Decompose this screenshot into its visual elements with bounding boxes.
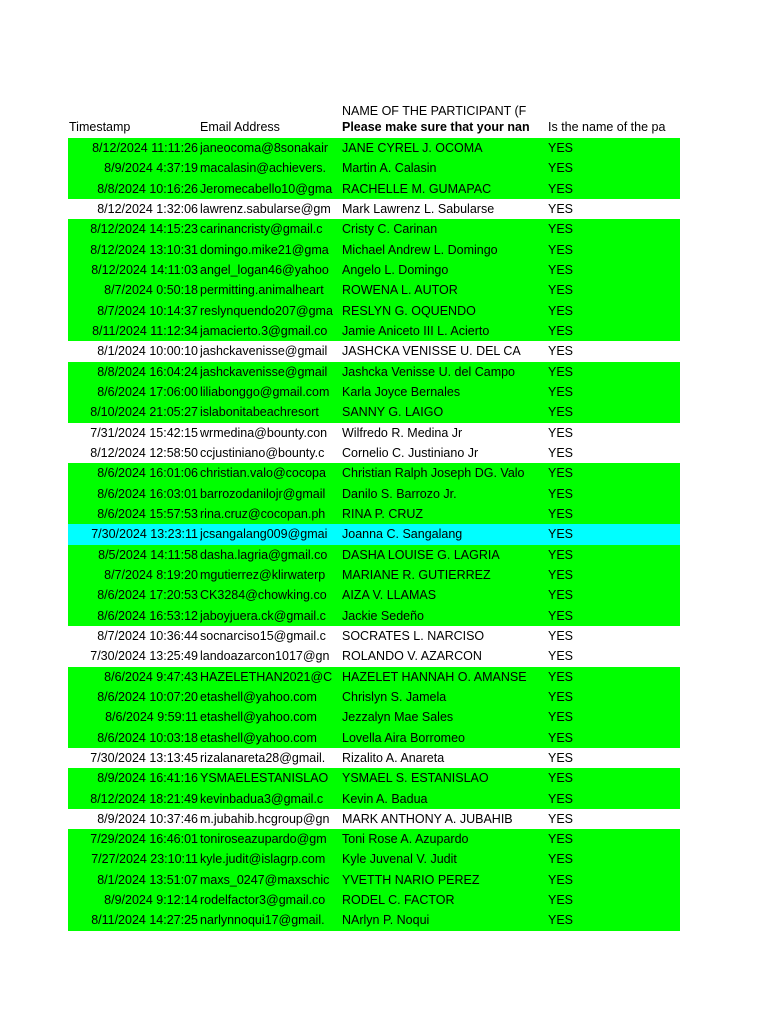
table-row bbox=[68, 321, 680, 341]
email-cell[interactable]: jashckavenisse@gmail bbox=[200, 344, 328, 359]
table-row bbox=[68, 524, 680, 544]
name-cell[interactable]: Karla Joyce Bernales bbox=[342, 384, 461, 399]
participant-table bbox=[68, 138, 680, 931]
timestamp-cell[interactable]: 8/11/2024 14:27:25 bbox=[91, 913, 198, 928]
timestamp-cell[interactable]: 8/12/2024 11:11:26 bbox=[92, 141, 198, 155]
timestamp-cell[interactable]: 8/9/2024 10:37:46 bbox=[97, 811, 198, 826]
email-cell[interactable]: ccjustiniano@bounty.c bbox=[200, 445, 325, 460]
confirm-cell[interactable]: YES bbox=[548, 913, 574, 928]
name-cell[interactable]: SOCRATES L. NARCISO bbox=[342, 628, 485, 643]
table-row bbox=[68, 789, 680, 809]
confirm-cell[interactable]: YES bbox=[548, 852, 574, 867]
table-row bbox=[68, 423, 680, 443]
timestamp-cell[interactable]: 8/7/2024 10:14:37 bbox=[97, 303, 198, 318]
table-row bbox=[68, 565, 680, 585]
confirm-cell[interactable]: YES bbox=[548, 486, 574, 501]
timestamp-cell[interactable]: 8/7/2024 10:36:44 bbox=[97, 628, 198, 643]
timestamp-cell[interactable]: 8/5/2024 14:11:58 bbox=[98, 547, 198, 562]
email-cell[interactable]: etashell@yahoo.com bbox=[200, 710, 317, 725]
timestamp-cell[interactable]: 8/6/2024 15:57:53 bbox=[97, 506, 198, 521]
email-cell[interactable]: CK3284@chowking.co bbox=[200, 588, 327, 603]
timestamp-cell[interactable]: 8/8/2024 16:04:24 bbox=[97, 364, 198, 379]
timestamp-cell[interactable]: 8/9/2024 16:41:16 bbox=[97, 771, 198, 786]
confirm-cell[interactable]: YES bbox=[548, 425, 574, 440]
confirm-cell[interactable]: YES bbox=[548, 222, 574, 237]
table-row bbox=[68, 748, 680, 768]
header-name-line1: NAME OF THE PARTICIPANT (F bbox=[342, 104, 527, 118]
email-cell[interactable]: maxs_0247@maxschic bbox=[200, 872, 330, 887]
email-cell[interactable]: kevinbadua3@gmail.c bbox=[200, 791, 324, 806]
confirm-cell[interactable]: YES bbox=[548, 791, 574, 806]
timestamp-cell[interactable]: 8/9/2024 4:37:19 bbox=[104, 161, 198, 176]
email-cell[interactable]: landoazarcon1017@gn bbox=[200, 649, 330, 664]
confirm-cell[interactable]: YES bbox=[548, 323, 574, 338]
name-cell[interactable]: Jezzalyn Mae Sales bbox=[342, 710, 454, 725]
timestamp-cell[interactable]: 7/30/2024 13:23:11 bbox=[91, 527, 198, 542]
timestamp-cell[interactable]: 8/6/2024 17:20:53 bbox=[97, 588, 198, 603]
table-row bbox=[68, 606, 680, 626]
timestamp-cell[interactable]: 8/6/2024 9:47:43 bbox=[104, 669, 198, 684]
confirm-cell[interactable]: YES bbox=[548, 303, 574, 318]
email-cell[interactable]: christian.valo@cocopa bbox=[200, 466, 326, 481]
confirm-cell[interactable]: YES bbox=[548, 649, 574, 664]
table-row bbox=[68, 870, 680, 890]
email-cell[interactable]: jashckavenisse@gmail bbox=[200, 364, 328, 379]
name-cell[interactable]: Jamie Aniceto III L. Acierto bbox=[342, 323, 490, 338]
confirm-cell[interactable]: YES bbox=[548, 588, 574, 603]
timestamp-cell[interactable]: 8/6/2024 10:03:18 bbox=[97, 730, 198, 745]
table-row bbox=[68, 829, 680, 849]
timestamp-cell[interactable]: 8/8/2024 10:16:26 bbox=[97, 181, 198, 196]
confirm-cell[interactable]: YES bbox=[548, 405, 574, 420]
confirm-cell[interactable]: YES bbox=[548, 344, 574, 359]
table-row bbox=[68, 687, 680, 707]
table-row bbox=[68, 463, 680, 483]
timestamp-cell[interactable]: 8/6/2024 16:53:12 bbox=[97, 608, 198, 623]
confirm-cell[interactable]: YES bbox=[548, 161, 574, 176]
confirm-cell[interactable]: YES bbox=[548, 262, 574, 277]
confirm-cell[interactable]: YES bbox=[548, 893, 574, 908]
timestamp-cell[interactable]: 8/6/2024 10:07:20 bbox=[97, 689, 198, 704]
name-cell[interactable]: JASHCKA VENISSE U. DEL CA bbox=[342, 344, 521, 359]
name-cell[interactable]: Angelo L. Domingo bbox=[342, 262, 449, 277]
email-cell[interactable]: lawrenz.sabularse@gm bbox=[200, 201, 331, 216]
table-row bbox=[68, 809, 680, 829]
name-cell[interactable]: SANNY G. LAIGO bbox=[342, 405, 444, 420]
email-cell[interactable]: barrozodanilojr@gmail bbox=[200, 486, 326, 501]
confirm-cell[interactable]: YES bbox=[548, 506, 574, 521]
email-cell[interactable]: dasha.lagria@gmail.co bbox=[200, 547, 328, 562]
timestamp-cell[interactable]: 8/6/2024 16:03:01 bbox=[97, 486, 198, 501]
table-row bbox=[68, 626, 680, 646]
timestamp-cell[interactable]: 8/6/2024 9:59:11 bbox=[105, 710, 198, 725]
table-row bbox=[68, 768, 680, 788]
email-cell[interactable]: rodelfactor3@gmail.co bbox=[200, 893, 326, 908]
timestamp-cell[interactable]: 8/6/2024 17:06:00 bbox=[97, 384, 198, 399]
name-cell[interactable]: DASHA LOUISE G. LAGRIA bbox=[342, 547, 500, 562]
table-row bbox=[68, 443, 680, 463]
table-row bbox=[68, 504, 680, 524]
confirm-cell[interactable]: YES bbox=[548, 689, 574, 704]
email-cell[interactable]: HAZELETHAN2021@C bbox=[200, 669, 333, 684]
name-cell[interactable]: Cornelio C. Justiniano Jr bbox=[342, 445, 479, 460]
table-row bbox=[68, 138, 680, 158]
confirm-cell[interactable]: YES bbox=[548, 771, 574, 786]
email-cell[interactable]: etashell@yahoo.com bbox=[200, 689, 317, 704]
timestamp-cell[interactable]: 8/12/2024 12:58:50 bbox=[90, 445, 198, 460]
timestamp-cell[interactable]: 8/11/2024 11:12:34 bbox=[92, 323, 198, 338]
name-cell[interactable]: Kyle Juvenal V. Judit bbox=[342, 852, 457, 867]
email-cell[interactable]: reslynquendo207@gma bbox=[200, 303, 333, 318]
timestamp-cell[interactable]: 8/9/2024 9:12:14 bbox=[104, 893, 198, 908]
timestamp-cell[interactable]: 8/12/2024 18:21:49 bbox=[90, 791, 198, 806]
timestamp-cell[interactable]: 8/12/2024 14:15:23 bbox=[90, 222, 198, 237]
name-cell[interactable]: ROLANDO V. AZARCON bbox=[342, 649, 482, 664]
timestamp-cell[interactable]: 8/1/2024 13:51:07 bbox=[97, 872, 198, 887]
name-cell[interactable]: YVETTH NARIO PEREZ bbox=[342, 872, 480, 887]
name-cell[interactable]: Christian Ralph Joseph DG. Valo bbox=[342, 466, 525, 481]
name-cell[interactable]: JANE CYREL J. OCOMA bbox=[342, 141, 483, 155]
table-row bbox=[68, 280, 680, 300]
name-cell[interactable]: Wilfredo R. Medina Jr bbox=[342, 425, 463, 440]
name-cell[interactable]: Jackie Sedeño bbox=[342, 608, 425, 623]
email-cell[interactable]: narlynnoqui17@gmail. bbox=[200, 913, 325, 928]
table-row bbox=[68, 219, 680, 239]
name-cell[interactable]: HAZELET HANNAH O. AMANSE bbox=[342, 669, 527, 684]
confirm-cell[interactable]: YES bbox=[548, 669, 574, 684]
table-row bbox=[68, 158, 680, 178]
timestamp-cell[interactable]: 8/12/2024 13:10:31 bbox=[90, 242, 198, 257]
timestamp-cell[interactable]: 7/30/2024 13:25:49 bbox=[90, 649, 198, 664]
name-cell[interactable]: Kevin A. Badua bbox=[342, 791, 428, 806]
confirm-cell[interactable]: YES bbox=[548, 445, 574, 460]
table-row bbox=[68, 382, 680, 402]
confirm-cell[interactable]: YES bbox=[548, 283, 574, 298]
name-cell[interactable]: YSMAEL S. ESTANISLAO bbox=[342, 771, 489, 786]
email-cell[interactable]: domingo.mike21@gma bbox=[200, 242, 329, 257]
table-row bbox=[68, 707, 680, 727]
name-cell[interactable]: RODEL C. FACTOR bbox=[342, 893, 455, 908]
timestamp-cell[interactable]: 8/7/2024 8:19:20 bbox=[104, 567, 198, 582]
confirm-cell[interactable]: YES bbox=[548, 201, 574, 216]
table-row bbox=[68, 849, 680, 869]
confirm-cell[interactable]: YES bbox=[548, 832, 574, 847]
confirm-cell[interactable]: YES bbox=[548, 181, 574, 196]
name-cell[interactable]: Mark Lawrenz L. Sabularse bbox=[342, 201, 495, 216]
confirm-cell[interactable]: YES bbox=[548, 710, 574, 725]
email-cell[interactable]: islabonitabeachresort bbox=[200, 405, 319, 420]
name-cell[interactable]: Joanna C. Sangalang bbox=[342, 527, 463, 542]
email-cell[interactable]: janeocoma@8sonakair bbox=[200, 141, 329, 155]
header-email: Email Address bbox=[200, 120, 280, 134]
name-cell[interactable]: Lovella Aira Borromeo bbox=[342, 730, 465, 745]
email-cell[interactable]: rina.cruz@cocopan.ph bbox=[200, 506, 326, 521]
timestamp-cell[interactable]: 8/10/2024 21:05:27 bbox=[90, 405, 198, 420]
name-cell[interactable]: RACHELLE M. GUMAPAC bbox=[342, 181, 492, 196]
email-cell[interactable]: mgutierrez@klirwaterp bbox=[200, 567, 326, 582]
table-row bbox=[68, 890, 680, 910]
timestamp-cell[interactable]: 8/7/2024 0:50:18 bbox=[104, 283, 198, 298]
name-cell[interactable]: AIZA V. LLAMAS bbox=[342, 588, 437, 603]
confirm-cell[interactable]: YES bbox=[548, 872, 574, 887]
table-row bbox=[68, 484, 680, 504]
email-cell[interactable]: YSMAELESTANISLAO bbox=[200, 771, 329, 786]
name-cell[interactable]: Rizalito A. Anareta bbox=[342, 750, 445, 765]
name-cell[interactable]: MARK ANTHONY A. JUBAHIB bbox=[342, 811, 513, 826]
name-cell[interactable]: NArlyn P. Noqui bbox=[342, 913, 430, 928]
table-row bbox=[68, 179, 680, 199]
name-cell[interactable]: RINA P. CRUZ bbox=[342, 506, 424, 521]
table-row bbox=[68, 728, 680, 748]
confirm-cell[interactable]: YES bbox=[548, 384, 574, 399]
table-row bbox=[68, 910, 680, 930]
table-row bbox=[68, 667, 680, 687]
timestamp-cell[interactable]: 7/31/2024 15:42:15 bbox=[90, 425, 198, 440]
email-cell[interactable]: macalasin@achievers. bbox=[200, 161, 326, 176]
header-name-line2: Please make sure that your nan bbox=[342, 120, 530, 134]
name-cell[interactable]: RESLYN G. OQUENDO bbox=[342, 303, 476, 318]
confirm-cell[interactable]: YES bbox=[548, 527, 574, 542]
confirm-cell[interactable]: YES bbox=[548, 730, 574, 745]
name-cell[interactable]: Cristy C. Carinan bbox=[342, 222, 438, 237]
table-row bbox=[68, 545, 680, 565]
email-cell[interactable]: permitting.animalheart bbox=[200, 283, 324, 298]
confirm-cell[interactable]: YES bbox=[548, 628, 574, 643]
confirm-cell[interactable]: YES bbox=[548, 547, 574, 562]
name-cell[interactable]: ROWENA L. AUTOR bbox=[342, 283, 458, 298]
email-cell[interactable]: jaboyjuera.ck@gmail.c bbox=[200, 608, 326, 623]
name-cell[interactable]: Toni Rose A. Azupardo bbox=[342, 832, 469, 847]
name-cell[interactable]: Martin A. Calasin bbox=[342, 161, 437, 176]
table-row bbox=[68, 402, 680, 422]
email-cell[interactable]: Jeromecabello10@gma bbox=[200, 181, 333, 196]
name-cell[interactable]: Jashcka Venisse U. del Campo bbox=[342, 364, 516, 379]
timestamp-cell[interactable]: 7/30/2024 13:13:45 bbox=[90, 750, 198, 765]
header-confirm: Is the name of the pa bbox=[548, 120, 666, 134]
name-cell[interactable]: Danilo S. Barrozo Jr. bbox=[342, 486, 457, 501]
confirm-cell[interactable]: YES bbox=[548, 567, 574, 582]
table-row bbox=[68, 341, 680, 361]
name-cell[interactable]: MARIANE R. GUTIERREZ bbox=[342, 567, 491, 582]
email-cell[interactable]: wrmedina@bounty.con bbox=[200, 425, 328, 440]
timestamp-cell[interactable]: 8/6/2024 16:01:06 bbox=[97, 466, 198, 481]
confirm-cell[interactable]: YES bbox=[548, 811, 574, 826]
email-cell[interactable]: kyle.judit@islagrp.com bbox=[200, 852, 326, 867]
table-row bbox=[68, 585, 680, 605]
confirm-cell[interactable]: YES bbox=[548, 242, 574, 257]
email-cell[interactable]: socnarciso15@gmail.c bbox=[200, 628, 326, 643]
table-row bbox=[68, 240, 680, 260]
timestamp-cell[interactable]: 8/1/2024 10:00:10 bbox=[97, 344, 198, 359]
table-row bbox=[68, 362, 680, 382]
email-cell[interactable]: toniroseazupardo@gm bbox=[200, 832, 327, 847]
timestamp-cell[interactable]: 7/27/2024 23:10:11 bbox=[91, 852, 198, 867]
timestamp-cell[interactable]: 8/12/2024 1:32:06 bbox=[97, 201, 198, 216]
email-cell[interactable]: liliabonggo@gmail.com bbox=[200, 384, 330, 399]
email-cell[interactable]: jamacierto.3@gmail.co bbox=[200, 323, 328, 338]
name-cell[interactable]: Chrislyn S. Jamela bbox=[342, 689, 447, 704]
email-cell[interactable]: rizalanareta28@gmail. bbox=[200, 750, 326, 765]
email-cell[interactable]: carinancristy@gmail.c bbox=[200, 222, 323, 237]
confirm-cell[interactable]: YES bbox=[548, 750, 574, 765]
table-row bbox=[68, 260, 680, 280]
email-cell[interactable]: m.jubahib.hcgroup@gn bbox=[200, 811, 330, 826]
email-cell[interactable]: jcsangalang009@gmai bbox=[200, 527, 328, 542]
table-row bbox=[68, 301, 680, 321]
timestamp-cell[interactable]: 7/29/2024 16:46:01 bbox=[90, 832, 198, 847]
table-row bbox=[68, 646, 680, 666]
timestamp-cell[interactable]: 8/12/2024 14:11:03 bbox=[91, 262, 198, 277]
confirm-cell[interactable]: YES bbox=[548, 364, 574, 379]
confirm-cell[interactable]: YES bbox=[548, 141, 574, 155]
table-row bbox=[68, 199, 680, 219]
confirm-cell[interactable]: YES bbox=[548, 466, 574, 481]
confirm-cell[interactable]: YES bbox=[548, 608, 574, 623]
email-cell[interactable]: etashell@yahoo.com bbox=[200, 730, 317, 745]
email-cell[interactable]: angel_logan46@yahoo bbox=[200, 262, 329, 277]
name-cell[interactable]: Michael Andrew L. Domingo bbox=[342, 242, 498, 257]
header-timestamp: Timestamp bbox=[69, 120, 131, 134]
